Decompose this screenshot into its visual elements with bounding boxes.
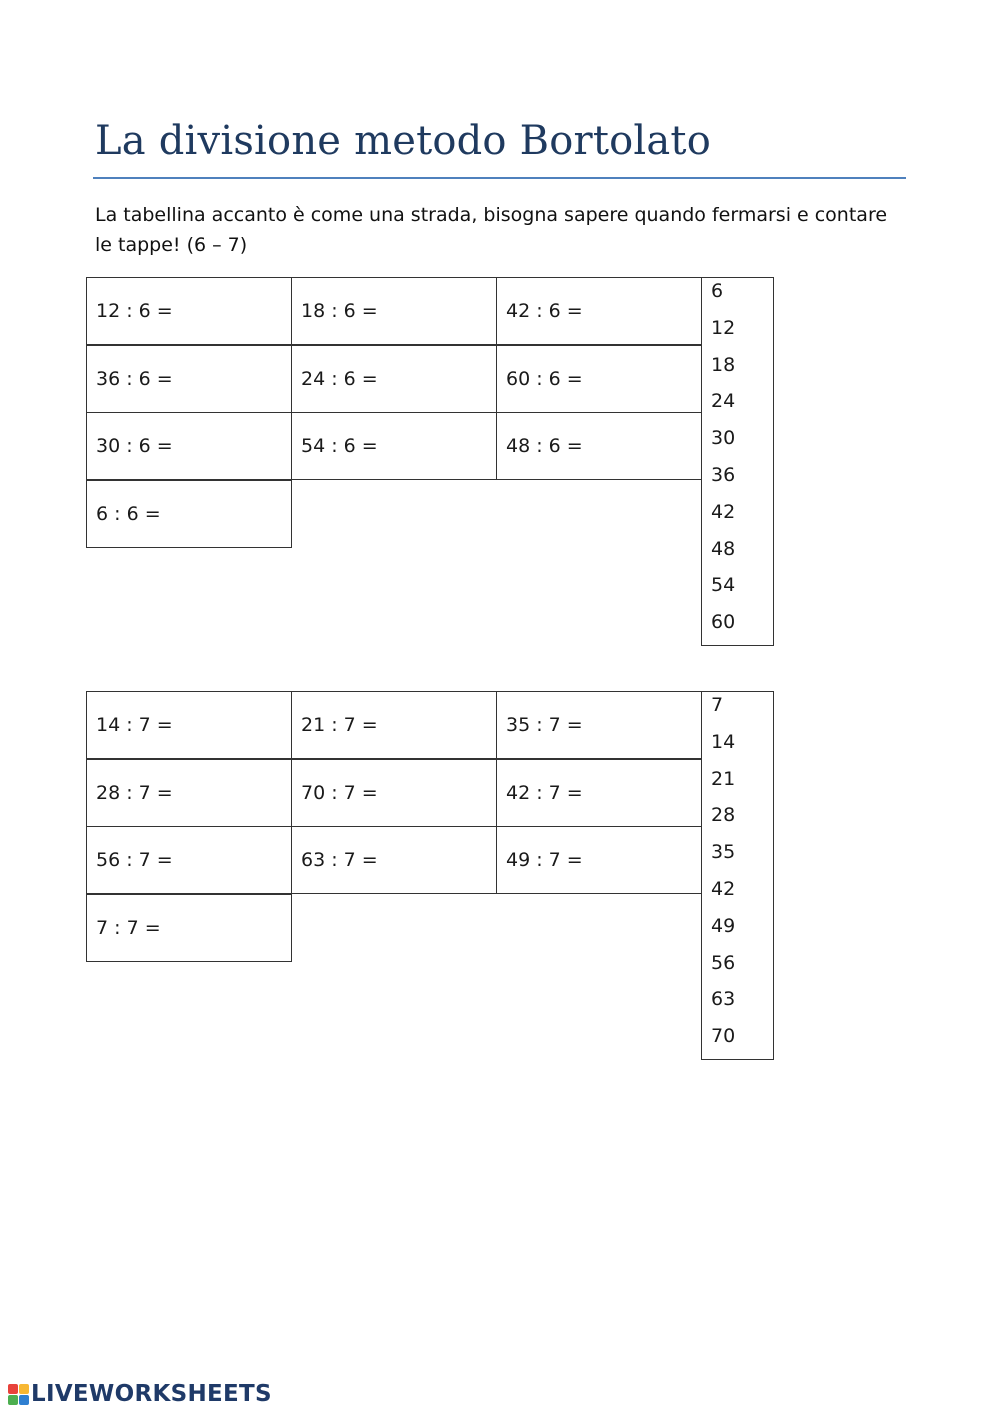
division-cell: 21 : 7 = [291,691,497,759]
multiple-value: 54 [711,574,736,597]
division-cell: 14 : 7 = [86,691,292,759]
division-cell: 60 : 6 = [496,345,702,413]
logo-square [8,1384,18,1394]
multiple-value: 70 [711,1025,736,1048]
multiple-value: 56 [711,951,736,974]
division-cell: 42 : 7 = [496,759,702,827]
liveworksheets-logo [8,1381,272,1407]
multiple-value: 18 [711,353,736,376]
multiple-value: 21 [711,767,736,790]
multiple-value: 28 [711,804,736,827]
division-cell: 28 : 7 = [86,759,292,827]
page-title: La divisione metodo Bortolato [95,118,711,164]
division-cell: 24 : 6 = [291,345,497,413]
multiple-value: 24 [711,390,736,413]
division-cell: 49 : 7 = [496,826,702,894]
division-cell: 48 : 6 = [496,412,702,480]
logo-square [8,1395,18,1405]
multiple-value: 60 [711,611,736,634]
division-cell: 70 : 7 = [291,759,497,827]
multiple-value: 30 [711,427,736,450]
multiple-value: 35 [711,841,736,864]
logo-square [19,1384,29,1394]
division-cell: 56 : 7 = [86,826,292,894]
multiple-value: 12 [711,316,736,339]
logo-text: LIVEWORKSHEETS [31,1381,272,1407]
multiple-value: 6 [711,280,724,302]
multiple-value: 48 [711,537,736,560]
division-cell: 63 : 7 = [291,826,497,894]
logo-square [19,1395,29,1405]
division-cell: 42 : 6 = [496,277,702,345]
liveworksheets-logo-icon [8,1384,29,1405]
multiple-value: 14 [711,730,736,753]
multiples-column [701,691,774,1060]
division-cell: 36 : 6 = [86,345,292,413]
title-divider [93,177,906,179]
division-cell: 6 : 6 = [86,480,292,548]
division-cell: 35 : 7 = [496,691,702,759]
instructions-text: La tabellina accanto è come una strada, bisogna sapere quando fermarsi e contare le tappe! (6 – 7) [95,204,888,256]
division-cell: 18 : 6 = [291,277,497,345]
multiple-value: 42 [711,878,736,900]
multiple-value: 49 [711,914,736,937]
multiple-value: 42 [711,500,736,523]
division-cell: 54 : 6 = [291,412,497,480]
division-cell: 12 : 6 = [86,277,292,345]
multiple-value: 7 [711,694,724,716]
division-cell: 7 : 7 = [86,894,292,962]
division-cell: 30 : 6 = [86,412,292,480]
multiple-value: 63 [711,988,736,1011]
multiple-value: 36 [711,464,736,486]
multiples-column [701,277,774,646]
